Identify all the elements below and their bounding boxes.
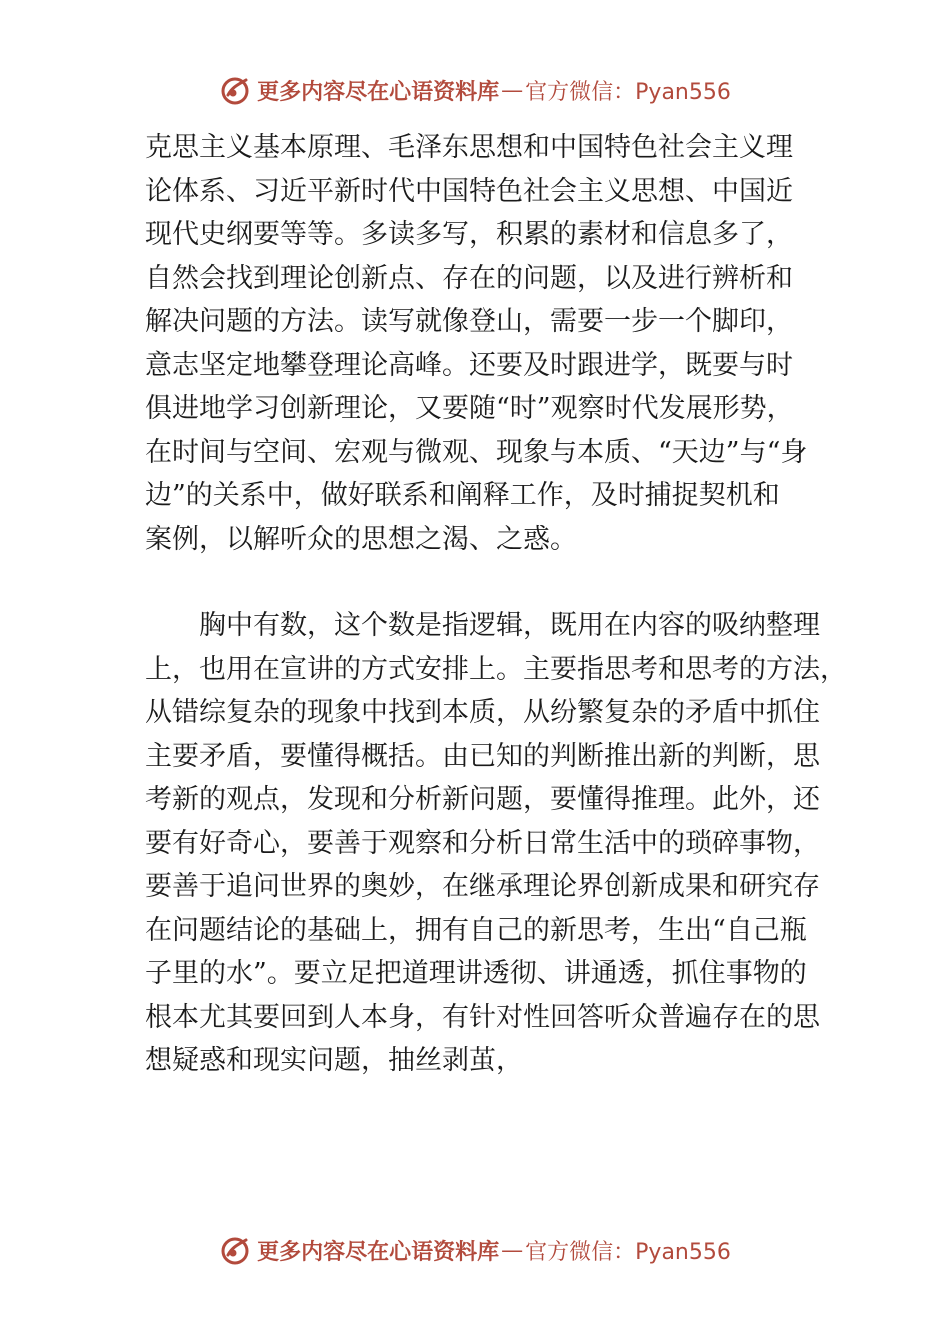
watermark-site: 更多内容尽在心语资料库 (257, 78, 500, 105)
text-line: 边”的关系中，做好联系和阐释工作，及时捕捉契机和 (145, 480, 780, 511)
text-line: 意志坚定地攀登理论高峰。还要及时跟进学，既要与时 (145, 349, 793, 381)
text-line: 在问题结论的基础上，拥有自己的新思考，生出“自己瓶 (145, 914, 807, 946)
text-line: 想疑惑和现实问题，抽丝剥茧， (145, 1045, 523, 1076)
text-line: 现代史纲要等等。多读多写，积累的素材和信息多了， (145, 219, 793, 250)
text-line: 案例，以解听众的思想之渴、之惑。 (145, 523, 577, 555)
header-watermark (0, 74, 950, 106)
text-line: 主要矛盾，要懂得概括。由已知的判断推出新的判断，思 (145, 740, 820, 772)
text-line: 考新的观点，发现和分析新问题，要懂得推理。此外，还 (145, 784, 820, 815)
paragraph-1 (145, 126, 835, 561)
text-line: 胸中有数，这个数是指逻辑，既用在内容的吸纳整理 (199, 610, 820, 641)
watermark-dash: — (501, 77, 524, 103)
text-line: 子里的水”。要立足把道理讲透彻、讲通透，抓住事物的 (145, 958, 807, 989)
footer-watermark (0, 1234, 950, 1266)
text-line: 在时间与空间、宏观与微观、现象与本质、“天边”与“身 (145, 436, 808, 468)
text-line: 从错综复杂的现象中找到本质，从纷繁复杂的矛盾中抓住 (145, 697, 820, 728)
text-line: 解决问题的方法。读写就像登山，需要一步一个脚印， (145, 306, 793, 337)
text-line: 根本尤其要回到人本身，有针对性回答听众普遍存在的思 (145, 1001, 820, 1033)
text-line: 克思主义基本原理、毛泽东思想和中国特色社会主义理 (145, 132, 793, 163)
brand-logo-icon (219, 1234, 251, 1266)
text-line: 上，也用在宣讲的方式安排上。主要指思考和思考的方法， (145, 653, 847, 685)
paragraph-2 (145, 604, 847, 1083)
watermark-site: 更多内容尽在心语资料库 (257, 1238, 500, 1265)
document-body (145, 126, 847, 1083)
watermark-dash: — (501, 1237, 524, 1263)
text-line: 自然会找到理论创新点、存在的问题，以及进行辨析和 (145, 262, 793, 294)
text-line: 论体系、习近平新时代中国特色社会主义思想、中国近 (145, 175, 793, 207)
brand-logo-icon (219, 74, 251, 106)
watermark-wechat: 官方微信：Pyan556 (525, 1239, 731, 1265)
text-line: 俱进地学习创新理论，又要随“时”观察时代发展形势， (145, 393, 794, 424)
watermark-wechat: 官方微信：Pyan556 (525, 79, 731, 105)
text-line: 要有好奇心，要善于观察和分析日常生活中的琐碎事物， (145, 827, 820, 859)
text-line: 要善于追问世界的奥妙，在继承理论界创新成果和研究存 (145, 871, 820, 902)
